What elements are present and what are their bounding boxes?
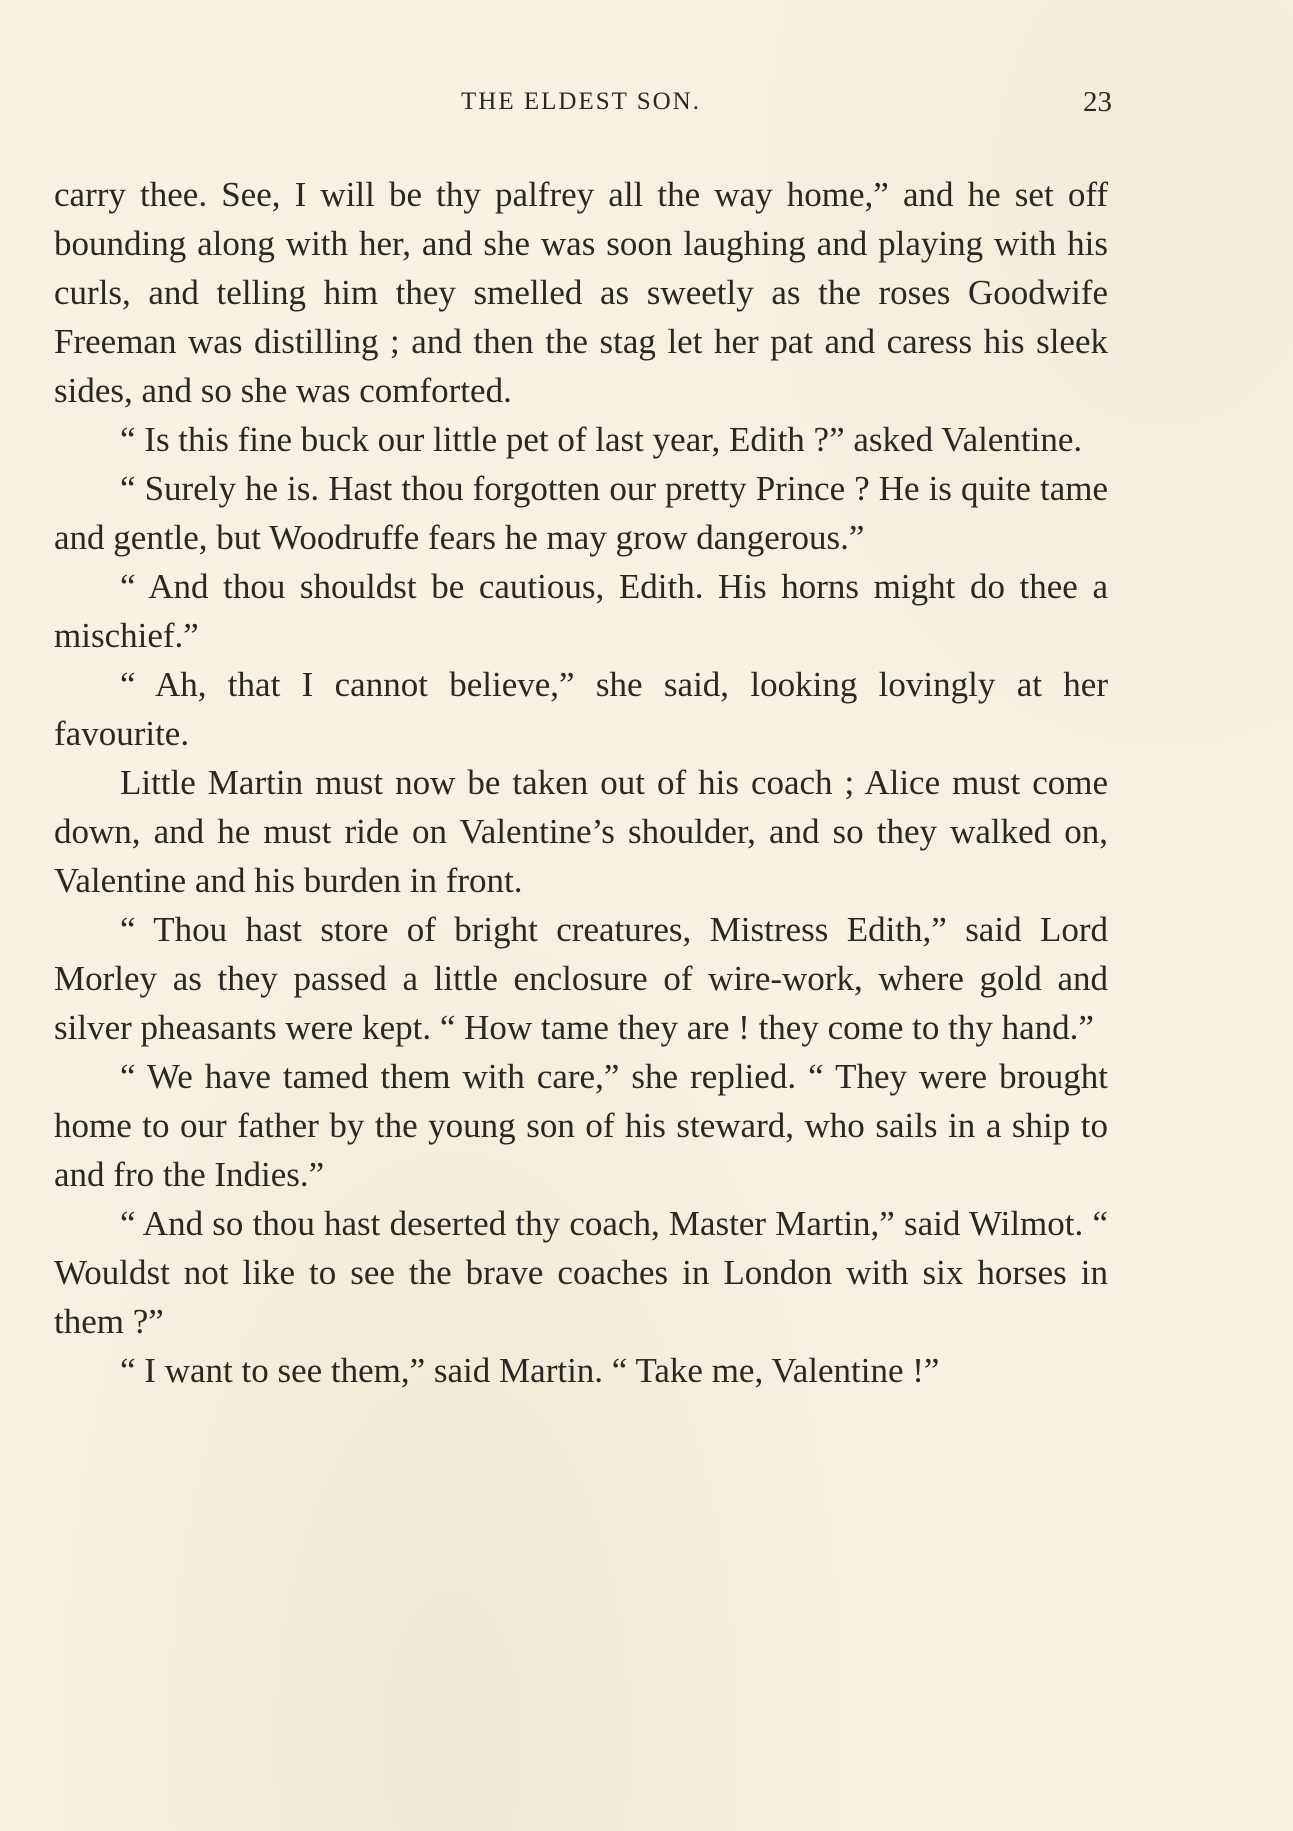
body-text	[54, 170, 1108, 1395]
paragraph: “ Surely he is. Hast thou forgotten our pretty Prince ? He is quite tame and gentle, but Woodruffe fears he may grow dangerous.”	[54, 469, 1108, 557]
paragraph: carry thee. See, I will be thy palfrey all the way home,” and he set off bounding along with her, and she was soon laughing and playing with his curls, and telling him they smelled as sweetly as the roses Goodwife Freeman was distilling ; and then the stag let her pat and caress his sleek sides, and so she was comforted.	[54, 175, 1108, 410]
paragraph: “ Is this fine buck our little pet of last year, Edith ?” asked Valentine.	[120, 420, 1083, 459]
running-title: THE ELDEST SON.	[461, 88, 701, 115]
paragraph: “ Ah, that I cannot believe,” she said, looking lovingly at her favourite.	[54, 665, 1108, 753]
paragraph: Little Martin must now be taken out of his coach ; Alice must come down, and he must ride on Valentine’s shoulder, and so they walked on, Valentine and his burden in front.	[54, 763, 1108, 900]
running-head	[56, 86, 1112, 128]
paragraph: “ And thou shouldst be cautious, Edith. His horns might do thee a mischief.”	[54, 567, 1108, 655]
paragraph: “ Thou hast store of bright creatures, Mistress Edith,” said Lord Morley as they passed a little enclosure of wire-work, where gold and silver pheasants were kept. “ How tame they are ! they come to thy hand.”	[54, 910, 1108, 1047]
paragraph: “ I want to see them,” said Martin. “ Take me, Valentine !”	[120, 1351, 940, 1390]
paragraph: “ We have tamed them with care,” she replied. “ They were brought home to our father by the young son of his steward, who sails in a ship to and fro the Indies.”	[54, 1057, 1108, 1194]
page-number: 23	[1083, 86, 1112, 118]
paragraph: “ And so thou hast deserted thy coach, Master Martin,” said Wilmot. “ Wouldst not like to see the brave coaches in London with six horses in them ?”	[54, 1204, 1108, 1341]
